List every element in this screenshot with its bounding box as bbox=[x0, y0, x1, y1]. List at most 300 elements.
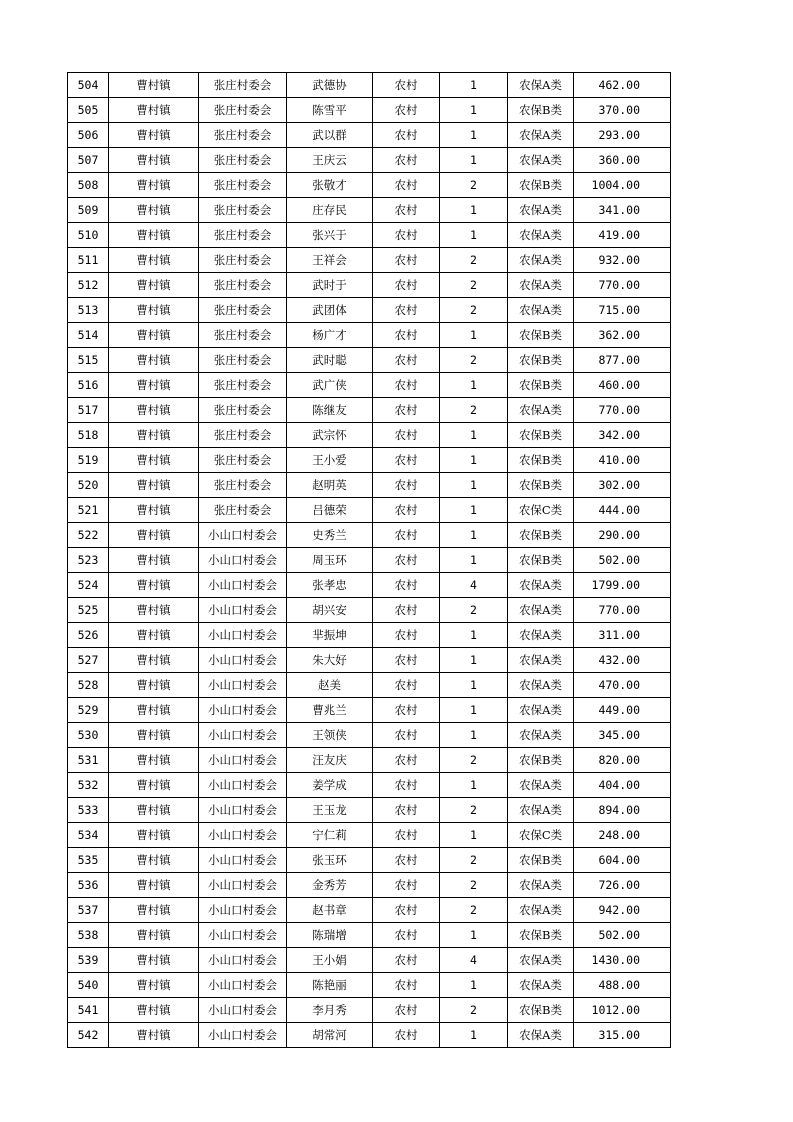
village-committee-cell: 小山口村委会 bbox=[199, 598, 287, 623]
village-committee-cell: 小山口村委会 bbox=[199, 973, 287, 998]
town-cell: 曹村镇 bbox=[109, 273, 199, 298]
town-cell: 曹村镇 bbox=[109, 248, 199, 273]
area-type-cell: 农村 bbox=[373, 623, 440, 648]
household-size-cell: 1 bbox=[440, 973, 508, 998]
person-name-cell: 张玉环 bbox=[287, 848, 373, 873]
insurance-category-cell: 农保B类 bbox=[508, 448, 574, 473]
insurance-category-cell: 农保A类 bbox=[508, 873, 574, 898]
area-type-cell: 农村 bbox=[373, 873, 440, 898]
insurance-category-cell: 农保B类 bbox=[508, 173, 574, 198]
insurance-category-cell: 农保A类 bbox=[508, 773, 574, 798]
table-row bbox=[68, 823, 671, 848]
table-row bbox=[68, 223, 671, 248]
table-row bbox=[68, 323, 671, 348]
area-type-cell: 农村 bbox=[373, 648, 440, 673]
person-name-cell: 陈雪平 bbox=[287, 98, 373, 123]
town-cell: 曹村镇 bbox=[109, 673, 199, 698]
village-committee-cell: 小山口村委会 bbox=[199, 523, 287, 548]
table-row bbox=[68, 73, 671, 98]
amount-cell: 894.00 bbox=[574, 798, 671, 823]
person-name-cell: 武时聪 bbox=[287, 348, 373, 373]
row-number: 521 bbox=[68, 498, 109, 523]
table-row bbox=[68, 548, 671, 573]
amount-cell: 315.00 bbox=[574, 1023, 671, 1048]
person-name-cell: 赵书章 bbox=[287, 898, 373, 923]
village-committee-cell: 张庄村委会 bbox=[199, 448, 287, 473]
household-size-cell: 2 bbox=[440, 798, 508, 823]
row-number: 531 bbox=[68, 748, 109, 773]
person-name-cell: 周玉环 bbox=[287, 548, 373, 573]
table-row bbox=[68, 998, 671, 1023]
insurance-category-cell: 农保B类 bbox=[508, 748, 574, 773]
row-number: 520 bbox=[68, 473, 109, 498]
household-size-cell: 1 bbox=[440, 448, 508, 473]
town-cell: 曹村镇 bbox=[109, 698, 199, 723]
insurance-category-cell: 农保B类 bbox=[508, 98, 574, 123]
area-type-cell: 农村 bbox=[373, 598, 440, 623]
amount-cell: 770.00 bbox=[574, 273, 671, 298]
town-cell: 曹村镇 bbox=[109, 823, 199, 848]
insurance-category-cell: 农保B类 bbox=[508, 423, 574, 448]
town-cell: 曹村镇 bbox=[109, 548, 199, 573]
village-committee-cell: 张庄村委会 bbox=[199, 373, 287, 398]
household-size-cell: 1 bbox=[440, 148, 508, 173]
household-size-cell: 2 bbox=[440, 173, 508, 198]
area-type-cell: 农村 bbox=[373, 948, 440, 973]
person-name-cell: 陈瑞增 bbox=[287, 923, 373, 948]
row-number: 512 bbox=[68, 273, 109, 298]
amount-cell: 362.00 bbox=[574, 323, 671, 348]
amount-cell: 470.00 bbox=[574, 673, 671, 698]
amount-cell: 462.00 bbox=[574, 73, 671, 98]
person-name-cell: 张兴于 bbox=[287, 223, 373, 248]
household-size-cell: 2 bbox=[440, 348, 508, 373]
amount-cell: 502.00 bbox=[574, 923, 671, 948]
amount-cell: 726.00 bbox=[574, 873, 671, 898]
area-type-cell: 农村 bbox=[373, 98, 440, 123]
insurance-category-cell: 农保B类 bbox=[508, 998, 574, 1023]
area-type-cell: 农村 bbox=[373, 748, 440, 773]
table-row bbox=[68, 448, 671, 473]
town-cell: 曹村镇 bbox=[109, 448, 199, 473]
person-name-cell: 王小娟 bbox=[287, 948, 373, 973]
insurance-category-cell: 农保A类 bbox=[508, 123, 574, 148]
row-number: 534 bbox=[68, 823, 109, 848]
person-name-cell: 武宗怀 bbox=[287, 423, 373, 448]
row-number: 541 bbox=[68, 998, 109, 1023]
person-name-cell: 武以群 bbox=[287, 123, 373, 148]
person-name-cell: 武时于 bbox=[287, 273, 373, 298]
amount-cell: 770.00 bbox=[574, 598, 671, 623]
area-type-cell: 农村 bbox=[373, 1023, 440, 1048]
household-size-cell: 1 bbox=[440, 698, 508, 723]
village-committee-cell: 张庄村委会 bbox=[199, 423, 287, 448]
table-row bbox=[68, 873, 671, 898]
area-type-cell: 农村 bbox=[373, 148, 440, 173]
insurance-category-cell: 农保A类 bbox=[508, 148, 574, 173]
amount-cell: 419.00 bbox=[574, 223, 671, 248]
amount-cell: 432.00 bbox=[574, 648, 671, 673]
town-cell: 曹村镇 bbox=[109, 798, 199, 823]
person-name-cell: 王小爱 bbox=[287, 448, 373, 473]
town-cell: 曹村镇 bbox=[109, 573, 199, 598]
area-type-cell: 农村 bbox=[373, 198, 440, 223]
amount-cell: 404.00 bbox=[574, 773, 671, 798]
amount-cell: 345.00 bbox=[574, 723, 671, 748]
table-row bbox=[68, 673, 671, 698]
village-committee-cell: 小山口村委会 bbox=[199, 723, 287, 748]
amount-cell: 410.00 bbox=[574, 448, 671, 473]
household-size-cell: 1 bbox=[440, 198, 508, 223]
town-cell: 曹村镇 bbox=[109, 498, 199, 523]
town-cell: 曹村镇 bbox=[109, 348, 199, 373]
amount-cell: 311.00 bbox=[574, 623, 671, 648]
town-cell: 曹村镇 bbox=[109, 623, 199, 648]
area-type-cell: 农村 bbox=[373, 473, 440, 498]
row-number: 532 bbox=[68, 773, 109, 798]
area-type-cell: 农村 bbox=[373, 123, 440, 148]
household-size-cell: 4 bbox=[440, 948, 508, 973]
town-cell: 曹村镇 bbox=[109, 123, 199, 148]
person-name-cell: 胡常河 bbox=[287, 1023, 373, 1048]
household-size-cell: 2 bbox=[440, 898, 508, 923]
person-name-cell: 张孝忠 bbox=[287, 573, 373, 598]
amount-cell: 290.00 bbox=[574, 523, 671, 548]
insurance-category-cell: 农保A类 bbox=[508, 798, 574, 823]
insurance-category-cell: 农保B类 bbox=[508, 548, 574, 573]
row-number: 507 bbox=[68, 148, 109, 173]
person-name-cell: 王庆云 bbox=[287, 148, 373, 173]
row-number: 505 bbox=[68, 98, 109, 123]
household-size-cell: 1 bbox=[440, 98, 508, 123]
row-number: 508 bbox=[68, 173, 109, 198]
amount-cell: 360.00 bbox=[574, 148, 671, 173]
table-row bbox=[68, 523, 671, 548]
insurance-category-cell: 农保A类 bbox=[508, 248, 574, 273]
insurance-category-cell: 农保A类 bbox=[508, 73, 574, 98]
village-committee-cell: 张庄村委会 bbox=[199, 323, 287, 348]
household-size-cell: 2 bbox=[440, 598, 508, 623]
row-number: 525 bbox=[68, 598, 109, 623]
area-type-cell: 农村 bbox=[373, 973, 440, 998]
town-cell: 曹村镇 bbox=[109, 898, 199, 923]
amount-cell: 770.00 bbox=[574, 398, 671, 423]
person-name-cell: 武广侠 bbox=[287, 373, 373, 398]
town-cell: 曹村镇 bbox=[109, 73, 199, 98]
household-size-cell: 1 bbox=[440, 923, 508, 948]
village-committee-cell: 小山口村委会 bbox=[199, 673, 287, 698]
amount-cell: 342.00 bbox=[574, 423, 671, 448]
insurance-category-cell: 农保A类 bbox=[508, 573, 574, 598]
insurance-category-cell: 农保A类 bbox=[508, 598, 574, 623]
row-number: 526 bbox=[68, 623, 109, 648]
person-name-cell: 王祥会 bbox=[287, 248, 373, 273]
table-row bbox=[68, 298, 671, 323]
area-type-cell: 农村 bbox=[373, 173, 440, 198]
village-committee-cell: 张庄村委会 bbox=[199, 123, 287, 148]
amount-cell: 1799.00 bbox=[574, 573, 671, 598]
table-row bbox=[68, 573, 671, 598]
town-cell: 曹村镇 bbox=[109, 198, 199, 223]
row-number: 524 bbox=[68, 573, 109, 598]
town-cell: 曹村镇 bbox=[109, 173, 199, 198]
person-name-cell: 赵明英 bbox=[287, 473, 373, 498]
area-type-cell: 农村 bbox=[373, 223, 440, 248]
area-type-cell: 农村 bbox=[373, 248, 440, 273]
area-type-cell: 农村 bbox=[373, 573, 440, 598]
town-cell: 曹村镇 bbox=[109, 323, 199, 348]
household-size-cell: 1 bbox=[440, 1023, 508, 1048]
area-type-cell: 农村 bbox=[373, 823, 440, 848]
amount-cell: 502.00 bbox=[574, 548, 671, 573]
row-number: 529 bbox=[68, 698, 109, 723]
row-number: 516 bbox=[68, 373, 109, 398]
amount-cell: 604.00 bbox=[574, 848, 671, 873]
amount-cell: 1012.00 bbox=[574, 998, 671, 1023]
insurance-category-cell: 农保A类 bbox=[508, 623, 574, 648]
household-size-cell: 2 bbox=[440, 848, 508, 873]
row-number: 536 bbox=[68, 873, 109, 898]
village-committee-cell: 张庄村委会 bbox=[199, 98, 287, 123]
amount-cell: 293.00 bbox=[574, 123, 671, 148]
table-row bbox=[68, 373, 671, 398]
village-committee-cell: 张庄村委会 bbox=[199, 198, 287, 223]
amount-cell: 460.00 bbox=[574, 373, 671, 398]
village-committee-cell: 小山口村委会 bbox=[199, 548, 287, 573]
person-name-cell: 陈艳丽 bbox=[287, 973, 373, 998]
person-name-cell: 金秀芳 bbox=[287, 873, 373, 898]
row-number: 518 bbox=[68, 423, 109, 448]
household-size-cell: 1 bbox=[440, 723, 508, 748]
household-size-cell: 2 bbox=[440, 273, 508, 298]
area-type-cell: 农村 bbox=[373, 423, 440, 448]
insurance-category-cell: 农保B类 bbox=[508, 473, 574, 498]
row-number: 522 bbox=[68, 523, 109, 548]
roster-table bbox=[67, 72, 671, 1048]
amount-cell: 1430.00 bbox=[574, 948, 671, 973]
village-committee-cell: 张庄村委会 bbox=[199, 148, 287, 173]
village-committee-cell: 小山口村委会 bbox=[199, 848, 287, 873]
person-name-cell: 芈振坤 bbox=[287, 623, 373, 648]
row-number: 542 bbox=[68, 1023, 109, 1048]
town-cell: 曹村镇 bbox=[109, 398, 199, 423]
village-committee-cell: 小山口村委会 bbox=[199, 998, 287, 1023]
insurance-category-cell: 农保B类 bbox=[508, 348, 574, 373]
household-size-cell: 1 bbox=[440, 623, 508, 648]
person-name-cell: 武团体 bbox=[287, 298, 373, 323]
village-committee-cell: 张庄村委会 bbox=[199, 273, 287, 298]
table-row bbox=[68, 648, 671, 673]
household-size-cell: 1 bbox=[440, 673, 508, 698]
area-type-cell: 农村 bbox=[373, 298, 440, 323]
village-committee-cell: 张庄村委会 bbox=[199, 173, 287, 198]
insurance-category-cell: 农保A类 bbox=[508, 673, 574, 698]
area-type-cell: 农村 bbox=[373, 523, 440, 548]
person-name-cell: 姜学成 bbox=[287, 773, 373, 798]
area-type-cell: 农村 bbox=[373, 723, 440, 748]
town-cell: 曹村镇 bbox=[109, 748, 199, 773]
table-row bbox=[68, 748, 671, 773]
town-cell: 曹村镇 bbox=[109, 648, 199, 673]
row-number: 540 bbox=[68, 973, 109, 998]
person-name-cell: 杨广才 bbox=[287, 323, 373, 348]
amount-cell: 715.00 bbox=[574, 298, 671, 323]
person-name-cell: 武德协 bbox=[287, 73, 373, 98]
village-committee-cell: 小山口村委会 bbox=[199, 873, 287, 898]
row-number: 514 bbox=[68, 323, 109, 348]
table-row bbox=[68, 123, 671, 148]
area-type-cell: 农村 bbox=[373, 673, 440, 698]
household-size-cell: 1 bbox=[440, 423, 508, 448]
row-number: 523 bbox=[68, 548, 109, 573]
area-type-cell: 农村 bbox=[373, 373, 440, 398]
village-committee-cell: 小山口村委会 bbox=[199, 623, 287, 648]
area-type-cell: 农村 bbox=[373, 498, 440, 523]
row-number: 504 bbox=[68, 73, 109, 98]
insurance-category-cell: 农保A类 bbox=[508, 298, 574, 323]
amount-cell: 341.00 bbox=[574, 198, 671, 223]
village-committee-cell: 小山口村委会 bbox=[199, 648, 287, 673]
amount-cell: 932.00 bbox=[574, 248, 671, 273]
row-number: 506 bbox=[68, 123, 109, 148]
insurance-category-cell: 农保B类 bbox=[508, 323, 574, 348]
table-row bbox=[68, 398, 671, 423]
amount-cell: 1004.00 bbox=[574, 173, 671, 198]
household-size-cell: 1 bbox=[440, 373, 508, 398]
village-committee-cell: 小山口村委会 bbox=[199, 773, 287, 798]
area-type-cell: 农村 bbox=[373, 548, 440, 573]
household-size-cell: 1 bbox=[440, 823, 508, 848]
household-size-cell: 2 bbox=[440, 398, 508, 423]
row-number: 515 bbox=[68, 348, 109, 373]
village-committee-cell: 小山口村委会 bbox=[199, 923, 287, 948]
town-cell: 曹村镇 bbox=[109, 998, 199, 1023]
town-cell: 曹村镇 bbox=[109, 873, 199, 898]
area-type-cell: 农村 bbox=[373, 448, 440, 473]
person-name-cell: 胡兴安 bbox=[287, 598, 373, 623]
area-type-cell: 农村 bbox=[373, 798, 440, 823]
table-row bbox=[68, 698, 671, 723]
amount-cell: 942.00 bbox=[574, 898, 671, 923]
household-size-cell: 1 bbox=[440, 773, 508, 798]
household-size-cell: 2 bbox=[440, 248, 508, 273]
table-row bbox=[68, 98, 671, 123]
person-name-cell: 朱大好 bbox=[287, 648, 373, 673]
household-size-cell: 1 bbox=[440, 73, 508, 98]
row-number: 517 bbox=[68, 398, 109, 423]
household-size-cell: 1 bbox=[440, 323, 508, 348]
household-size-cell: 1 bbox=[440, 123, 508, 148]
person-name-cell: 张敬才 bbox=[287, 173, 373, 198]
amount-cell: 488.00 bbox=[574, 973, 671, 998]
town-cell: 曹村镇 bbox=[109, 98, 199, 123]
row-number: 527 bbox=[68, 648, 109, 673]
village-committee-cell: 小山口村委会 bbox=[199, 898, 287, 923]
table-row bbox=[68, 598, 671, 623]
table-row bbox=[68, 423, 671, 448]
town-cell: 曹村镇 bbox=[109, 948, 199, 973]
insurance-category-cell: 农保A类 bbox=[508, 1023, 574, 1048]
insurance-category-cell: 农保A类 bbox=[508, 948, 574, 973]
household-size-cell: 1 bbox=[440, 498, 508, 523]
village-committee-cell: 小山口村委会 bbox=[199, 698, 287, 723]
person-name-cell: 汪友庆 bbox=[287, 748, 373, 773]
town-cell: 曹村镇 bbox=[109, 598, 199, 623]
amount-cell: 302.00 bbox=[574, 473, 671, 498]
table-row bbox=[68, 273, 671, 298]
insurance-category-cell: 农保A类 bbox=[508, 648, 574, 673]
village-committee-cell: 张庄村委会 bbox=[199, 498, 287, 523]
insurance-category-cell: 农保A类 bbox=[508, 973, 574, 998]
amount-cell: 444.00 bbox=[574, 498, 671, 523]
row-number: 513 bbox=[68, 298, 109, 323]
town-cell: 曹村镇 bbox=[109, 848, 199, 873]
table-row bbox=[68, 798, 671, 823]
row-number: 511 bbox=[68, 248, 109, 273]
table-row bbox=[68, 973, 671, 998]
amount-cell: 248.00 bbox=[574, 823, 671, 848]
town-cell: 曹村镇 bbox=[109, 973, 199, 998]
household-size-cell: 1 bbox=[440, 223, 508, 248]
table-row bbox=[68, 198, 671, 223]
amount-cell: 877.00 bbox=[574, 348, 671, 373]
household-size-cell: 2 bbox=[440, 873, 508, 898]
area-type-cell: 农村 bbox=[373, 698, 440, 723]
area-type-cell: 农村 bbox=[373, 323, 440, 348]
village-committee-cell: 张庄村委会 bbox=[199, 348, 287, 373]
town-cell: 曹村镇 bbox=[109, 923, 199, 948]
table-row bbox=[68, 173, 671, 198]
area-type-cell: 农村 bbox=[373, 998, 440, 1023]
town-cell: 曹村镇 bbox=[109, 148, 199, 173]
household-size-cell: 1 bbox=[440, 473, 508, 498]
village-committee-cell: 小山口村委会 bbox=[199, 748, 287, 773]
row-number: 519 bbox=[68, 448, 109, 473]
village-committee-cell: 小山口村委会 bbox=[199, 798, 287, 823]
town-cell: 曹村镇 bbox=[109, 223, 199, 248]
area-type-cell: 农村 bbox=[373, 398, 440, 423]
village-committee-cell: 张庄村委会 bbox=[199, 473, 287, 498]
area-type-cell: 农村 bbox=[373, 773, 440, 798]
person-name-cell: 曹兆兰 bbox=[287, 698, 373, 723]
table-row bbox=[68, 148, 671, 173]
roster-body bbox=[68, 73, 671, 1048]
person-name-cell: 庄存民 bbox=[287, 198, 373, 223]
table-row bbox=[68, 498, 671, 523]
amount-cell: 370.00 bbox=[574, 98, 671, 123]
area-type-cell: 农村 bbox=[373, 898, 440, 923]
household-size-cell: 1 bbox=[440, 548, 508, 573]
town-cell: 曹村镇 bbox=[109, 523, 199, 548]
person-name-cell: 陈继友 bbox=[287, 398, 373, 423]
household-size-cell: 2 bbox=[440, 298, 508, 323]
village-committee-cell: 小山口村委会 bbox=[199, 948, 287, 973]
table-row bbox=[68, 473, 671, 498]
insurance-category-cell: 农保A类 bbox=[508, 398, 574, 423]
row-number: 510 bbox=[68, 223, 109, 248]
insurance-category-cell: 农保A类 bbox=[508, 223, 574, 248]
area-type-cell: 农村 bbox=[373, 348, 440, 373]
table-row bbox=[68, 923, 671, 948]
village-committee-cell: 张庄村委会 bbox=[199, 73, 287, 98]
town-cell: 曹村镇 bbox=[109, 723, 199, 748]
insurance-category-cell: 农保B类 bbox=[508, 923, 574, 948]
insurance-category-cell: 农保B类 bbox=[508, 523, 574, 548]
row-number: 537 bbox=[68, 898, 109, 923]
household-size-cell: 1 bbox=[440, 523, 508, 548]
row-number: 528 bbox=[68, 673, 109, 698]
insurance-category-cell: 农保C类 bbox=[508, 498, 574, 523]
